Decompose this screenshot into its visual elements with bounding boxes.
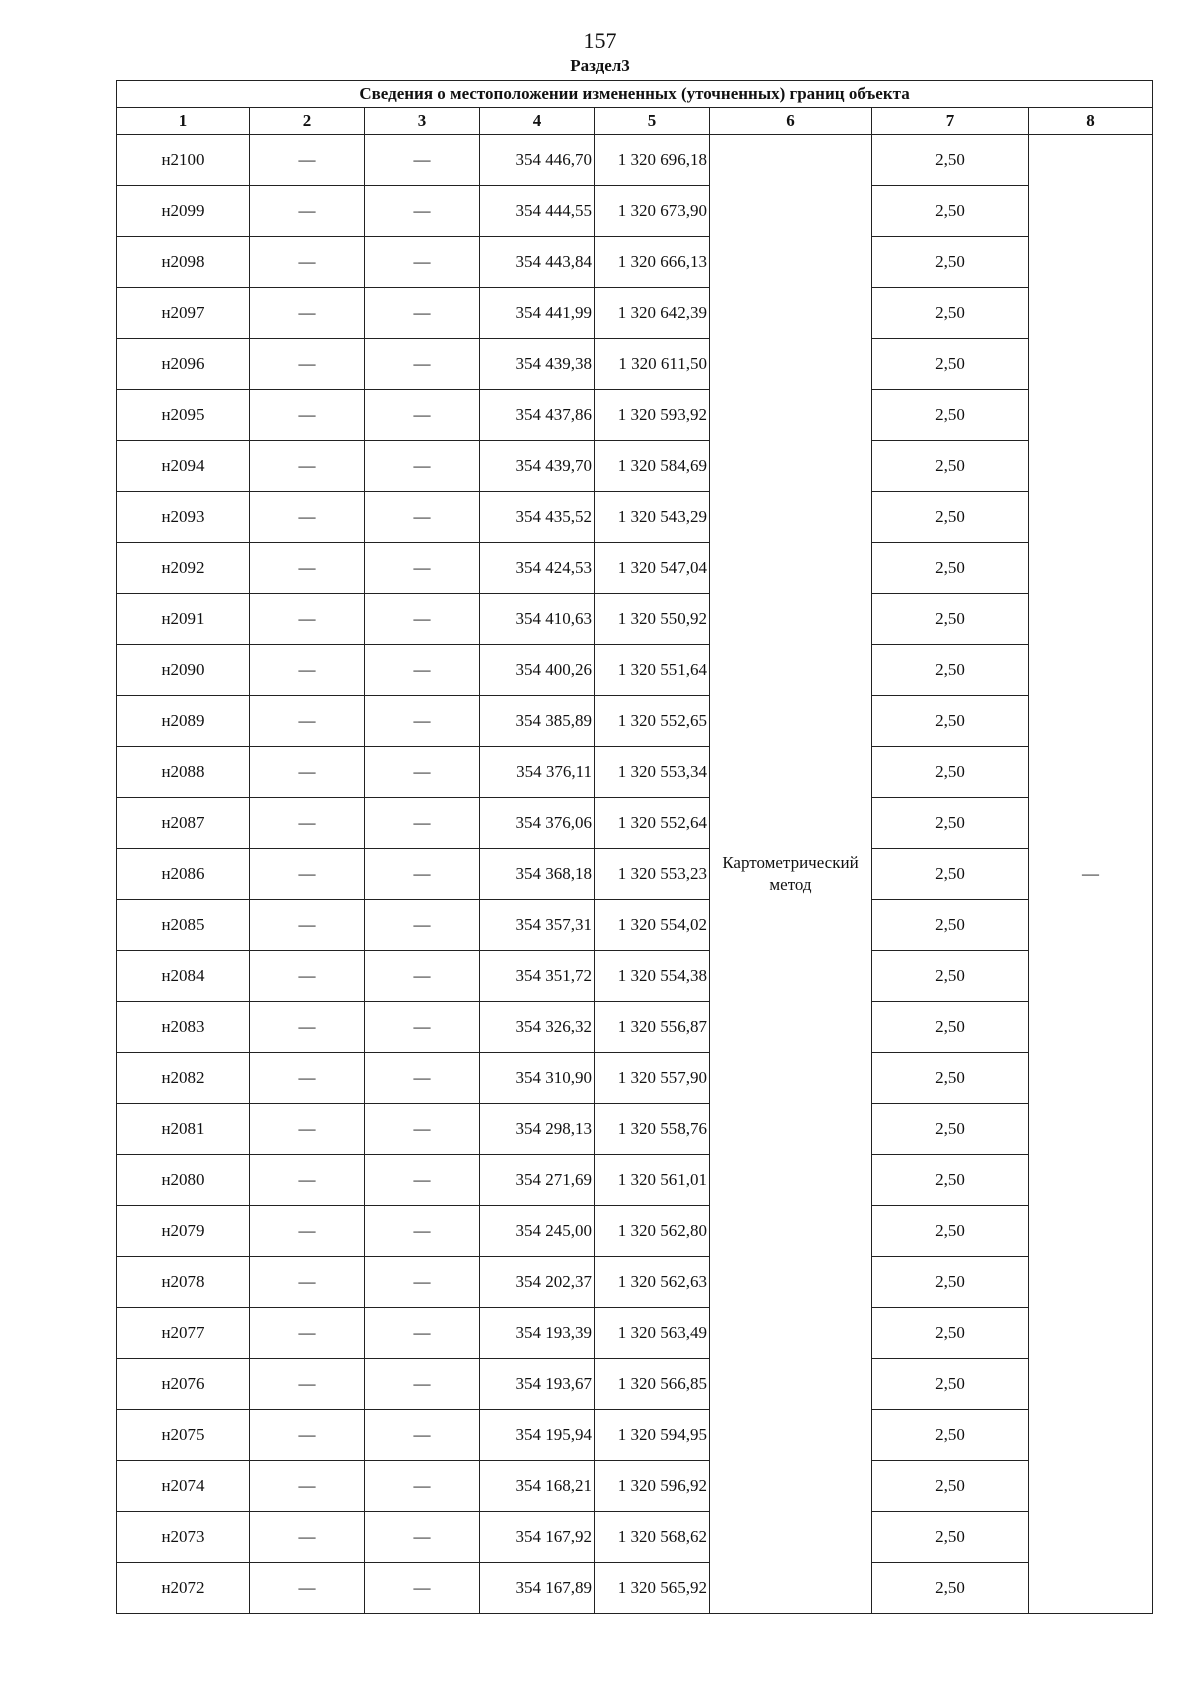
table-row [117,951,1153,1002]
column-number-1: 1 [117,108,250,135]
point-name-cell: н2086 [117,849,250,900]
accuracy-cell: 2,50 [872,747,1029,798]
column-number-2: 2 [250,108,365,135]
page-number: 157 [583,28,617,53]
col2-cell: — [250,747,365,798]
table-row [117,288,1153,339]
col3-cell: — [365,1308,480,1359]
col2-cell: — [250,492,365,543]
x-coordinate-cell: 354 193,67 [480,1359,595,1410]
y-coordinate-cell: 1 320 594,95 [595,1410,710,1461]
x-coordinate-cell: 354 357,31 [480,900,595,951]
x-coordinate-cell: 354 245,00 [480,1206,595,1257]
point-name-cell: н2080 [117,1155,250,1206]
point-name-cell: н2083 [117,1002,250,1053]
accuracy-cell: 2,50 [872,543,1029,594]
accuracy-cell: 2,50 [872,135,1029,186]
x-coordinate-cell: 354 441,99 [480,288,595,339]
table-row [117,1308,1153,1359]
col2-cell: — [250,1104,365,1155]
point-name-cell: н2088 [117,747,250,798]
col3-cell: — [365,900,480,951]
y-coordinate-cell: 1 320 611,50 [595,339,710,390]
col2-cell: — [250,441,365,492]
table-row [117,645,1153,696]
y-coordinate-cell: 1 320 696,18 [595,135,710,186]
x-coordinate-cell: 354 446,70 [480,135,595,186]
col3-cell: — [365,1104,480,1155]
col3-cell: — [365,135,480,186]
table-row [117,1206,1153,1257]
col2-cell: — [250,1359,365,1410]
table-row [117,492,1153,543]
accuracy-cell: 2,50 [872,237,1029,288]
col2-cell: — [250,1308,365,1359]
y-coordinate-cell: 1 320 553,23 [595,849,710,900]
col3-cell: — [365,237,480,288]
x-coordinate-cell: 354 310,90 [480,1053,595,1104]
point-name-cell: н2081 [117,1104,250,1155]
y-coordinate-cell: 1 320 562,80 [595,1206,710,1257]
col3-cell: — [365,1053,480,1104]
col2-cell: — [250,1563,365,1614]
column-number-4: 4 [480,108,595,135]
x-coordinate-cell: 354 326,32 [480,1002,595,1053]
point-name-cell: н2085 [117,900,250,951]
accuracy-cell: 2,50 [872,594,1029,645]
col2-cell: — [250,594,365,645]
accuracy-cell: 2,50 [872,1308,1029,1359]
accuracy-cell: 2,50 [872,390,1029,441]
col2-cell: — [250,1410,365,1461]
y-coordinate-cell: 1 320 673,90 [595,186,710,237]
column-number-7: 7 [872,108,1029,135]
y-coordinate-cell: 1 320 562,63 [595,1257,710,1308]
col2-cell: — [250,390,365,441]
accuracy-cell: 2,50 [872,900,1029,951]
col3-cell: — [365,1359,480,1410]
table-row [117,135,1153,186]
table-row [117,1002,1153,1053]
table-row [117,543,1153,594]
table-row [117,1512,1153,1563]
y-coordinate-cell: 1 320 666,13 [595,237,710,288]
col3-cell: — [365,951,480,1002]
y-coordinate-cell: 1 320 568,62 [595,1512,710,1563]
col2-cell: — [250,1512,365,1563]
y-coordinate-cell: 1 320 561,01 [595,1155,710,1206]
table-row [117,1410,1153,1461]
table-row [117,594,1153,645]
table-row [117,441,1153,492]
col2-cell: — [250,339,365,390]
x-coordinate-cell: 354 385,89 [480,696,595,747]
col3-cell: — [365,1410,480,1461]
x-coordinate-cell: 354 351,72 [480,951,595,1002]
accuracy-cell: 2,50 [872,1563,1029,1614]
col2-cell: — [250,543,365,594]
table-row [117,1359,1153,1410]
col8-cell: — [1029,135,1153,1614]
col2-cell: — [250,135,365,186]
y-coordinate-cell: 1 320 552,64 [595,798,710,849]
table-caption: Сведения о местоположении измененных (уточненных) границ объекта [117,81,1153,108]
method-cell: Картометрический метод [710,135,872,1614]
x-coordinate-cell: 354 202,37 [480,1257,595,1308]
col3-cell: — [365,594,480,645]
y-coordinate-cell: 1 320 593,92 [595,390,710,441]
x-coordinate-cell: 354 167,89 [480,1563,595,1614]
table-row [117,900,1153,951]
x-coordinate-cell: 354 167,92 [480,1512,595,1563]
x-coordinate-cell: 354 271,69 [480,1155,595,1206]
col3-cell: — [365,1257,480,1308]
accuracy-cell: 2,50 [872,1206,1029,1257]
point-name-cell: н2078 [117,1257,250,1308]
col2-cell: — [250,900,365,951]
column-number-row [117,108,1153,135]
point-name-cell: н2087 [117,798,250,849]
col3-cell: — [365,186,480,237]
point-name-cell: н2084 [117,951,250,1002]
point-name-cell: н2093 [117,492,250,543]
x-coordinate-cell: 354 435,52 [480,492,595,543]
col2-cell: — [250,798,365,849]
col3-cell: — [365,1461,480,1512]
accuracy-cell: 2,50 [872,696,1029,747]
point-name-cell: н2075 [117,1410,250,1461]
col3-cell: — [365,492,480,543]
section-title: Раздел3 [570,56,630,75]
col3-cell: — [365,543,480,594]
point-name-cell: н2099 [117,186,250,237]
x-coordinate-cell: 354 444,55 [480,186,595,237]
y-coordinate-cell: 1 320 543,29 [595,492,710,543]
y-coordinate-cell: 1 320 565,92 [595,1563,710,1614]
col3-cell: — [365,747,480,798]
table-row [117,1053,1153,1104]
col3-cell: — [365,339,480,390]
x-coordinate-cell: 354 376,06 [480,798,595,849]
table-row [117,849,1153,900]
table-row [117,390,1153,441]
y-coordinate-cell: 1 320 566,85 [595,1359,710,1410]
point-name-cell: н2096 [117,339,250,390]
table-row [117,186,1153,237]
col3-cell: — [365,645,480,696]
point-name-cell: н2100 [117,135,250,186]
accuracy-cell: 2,50 [872,1053,1029,1104]
x-coordinate-cell: 354 193,39 [480,1308,595,1359]
x-coordinate-cell: 354 437,86 [480,390,595,441]
table-row [117,339,1153,390]
y-coordinate-cell: 1 320 556,87 [595,1002,710,1053]
col3-cell: — [365,1512,480,1563]
table-row [117,1155,1153,1206]
point-name-cell: н2091 [117,594,250,645]
col3-cell: — [365,1563,480,1614]
col2-cell: — [250,951,365,1002]
accuracy-cell: 2,50 [872,492,1029,543]
table-row [117,696,1153,747]
column-number-5: 5 [595,108,710,135]
accuracy-cell: 2,50 [872,1257,1029,1308]
y-coordinate-cell: 1 320 554,02 [595,900,710,951]
accuracy-cell: 2,50 [872,186,1029,237]
x-coordinate-cell: 354 443,84 [480,237,595,288]
col2-cell: — [250,849,365,900]
y-coordinate-cell: 1 320 553,34 [595,747,710,798]
col2-cell: — [250,1155,365,1206]
x-coordinate-cell: 354 410,63 [480,594,595,645]
y-coordinate-cell: 1 320 554,38 [595,951,710,1002]
point-name-cell: н2094 [117,441,250,492]
col3-cell: — [365,1155,480,1206]
accuracy-cell: 2,50 [872,288,1029,339]
col2-cell: — [250,1206,365,1257]
x-coordinate-cell: 354 368,18 [480,849,595,900]
point-name-cell: н2076 [117,1359,250,1410]
table-row [117,1104,1153,1155]
column-number-6: 6 [710,108,872,135]
y-coordinate-cell: 1 320 557,90 [595,1053,710,1104]
table-row [117,1563,1153,1614]
table-body [117,135,1153,1614]
point-name-cell: н2092 [117,543,250,594]
x-coordinate-cell: 354 424,53 [480,543,595,594]
accuracy-cell: 2,50 [872,1359,1029,1410]
y-coordinate-cell: 1 320 563,49 [595,1308,710,1359]
table-row [117,798,1153,849]
accuracy-cell: 2,50 [872,1002,1029,1053]
point-name-cell: н2077 [117,1308,250,1359]
accuracy-cell: 2,50 [872,951,1029,1002]
y-coordinate-cell: 1 320 547,04 [595,543,710,594]
col2-cell: — [250,645,365,696]
y-coordinate-cell: 1 320 584,69 [595,441,710,492]
col2-cell: — [250,1257,365,1308]
accuracy-cell: 2,50 [872,1155,1029,1206]
x-coordinate-cell: 354 439,38 [480,339,595,390]
point-name-cell: н2095 [117,390,250,441]
accuracy-cell: 2,50 [872,1461,1029,1512]
col2-cell: — [250,696,365,747]
col2-cell: — [250,1461,365,1512]
point-name-cell: н2074 [117,1461,250,1512]
accuracy-cell: 2,50 [872,441,1029,492]
accuracy-cell: 2,50 [872,849,1029,900]
accuracy-cell: 2,50 [872,1410,1029,1461]
col3-cell: — [365,798,480,849]
col3-cell: — [365,390,480,441]
table-row [117,1257,1153,1308]
y-coordinate-cell: 1 320 551,64 [595,645,710,696]
accuracy-cell: 2,50 [872,339,1029,390]
point-name-cell: н2097 [117,288,250,339]
y-coordinate-cell: 1 320 558,76 [595,1104,710,1155]
col2-cell: — [250,1002,365,1053]
point-name-cell: н2082 [117,1053,250,1104]
col2-cell: — [250,186,365,237]
point-name-cell: н2098 [117,237,250,288]
col3-cell: — [365,849,480,900]
column-number-8: 8 [1029,108,1153,135]
col3-cell: — [365,288,480,339]
x-coordinate-cell: 354 400,26 [480,645,595,696]
col2-cell: — [250,237,365,288]
accuracy-cell: 2,50 [872,1512,1029,1563]
point-name-cell: н2090 [117,645,250,696]
col3-cell: — [365,1002,480,1053]
table-row [117,747,1153,798]
y-coordinate-cell: 1 320 552,65 [595,696,710,747]
col3-cell: — [365,1206,480,1257]
y-coordinate-cell: 1 320 642,39 [595,288,710,339]
table-row [117,1461,1153,1512]
table-row [117,237,1153,288]
y-coordinate-cell: 1 320 596,92 [595,1461,710,1512]
x-coordinate-cell: 354 298,13 [480,1104,595,1155]
column-number-3: 3 [365,108,480,135]
point-name-cell: н2089 [117,696,250,747]
point-name-cell: н2072 [117,1563,250,1614]
x-coordinate-cell: 354 439,70 [480,441,595,492]
accuracy-cell: 2,50 [872,1104,1029,1155]
accuracy-cell: 2,50 [872,798,1029,849]
col2-cell: — [250,288,365,339]
col3-cell: — [365,696,480,747]
col2-cell: — [250,1053,365,1104]
boundary-points-table [116,80,1153,1614]
x-coordinate-cell: 354 168,21 [480,1461,595,1512]
y-coordinate-cell: 1 320 550,92 [595,594,710,645]
point-name-cell: н2079 [117,1206,250,1257]
point-name-cell: н2073 [117,1512,250,1563]
x-coordinate-cell: 354 195,94 [480,1410,595,1461]
accuracy-cell: 2,50 [872,645,1029,696]
x-coordinate-cell: 354 376,11 [480,747,595,798]
col3-cell: — [365,441,480,492]
